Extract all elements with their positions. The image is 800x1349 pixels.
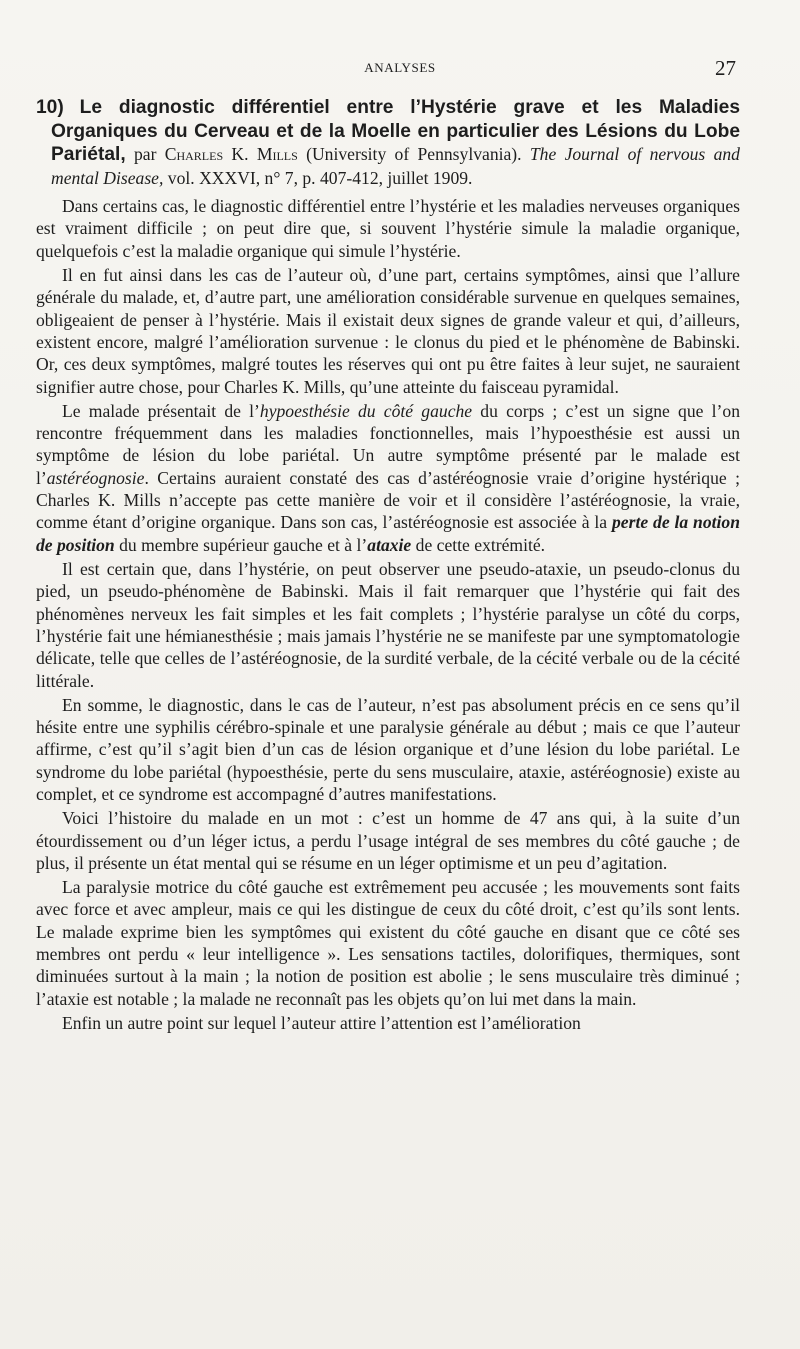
paragraph-3: [36, 400, 740, 556]
article-title: Le diagnostic différentiel entre l’Hystérie grave et les Maladies Organiques du Cerveau et de la Moelle en particulier des Lésions du Lobe Pariétal,: [51, 97, 740, 165]
journal-name: The Journal of nervous and mental Disease,: [51, 144, 740, 188]
paragraph-8: Enfin un autre point sur lequel l’auteur attire l’attention est l’amélioration: [62, 1012, 581, 1033]
paragraph-7: La paralysie motrice du côté gauche est extrêmement peu accusée ; les mouvements sont faits avec force et avec ampleur, mais ce qui les distingue de ceux du côté droit, c’est qu’ils sont lents. Le malade exprime bien les symptômes qui existent du côté gauche en disant que ce côté ses membres ont perdu « leur intelligence ». Les sensations tactiles, dolorifiques, thermiques, sont diminuées surtout à la main ; la notion de position est abolie ; le sens musculaire très diminué ; l’ataxie est notable ; la malade ne reconnaît pas les objets qu’on lui met dans la main.: [36, 877, 740, 1009]
article-number: 10): [36, 97, 64, 118]
author-affiliation: (University of Pennsylvania).: [306, 144, 522, 164]
page-header: [0, 58, 800, 82]
paragraph-3-italic-hypoesthesie: hypoesthésie du côté gauche: [259, 400, 473, 421]
paragraph-2: Il en fut ainsi dans les cas de l’auteur où, d’une part, certains symptômes, ainsi que l’allure générale du malade, et, d’autre part, une amélioration considérable survenue en quelques semaines, obligeaient de penser à l’hystérie. Mais il existait deux signes de grande valeur et qui, d’ailleurs, existent encore, malgré l’amélioration survenue : le clonus du pied et le phénomène de Babinski. Or, ces deux symptômes, malgré toutes les réserves qui ont pu être faites à leur sujet, ne sauraient signifier autre chose, pour Charles K. Mills, qu’une atteinte du faisceau pyramidal.: [36, 264, 740, 397]
paragraph-6: Voici l’histoire du malade en un mot : c’est un homme de 47 ans qui, à la suite d’un étourdissement ou d’un léger ictus, a perdu l’usage intégral de ses membres du côté gauche ; de plus, il présente un état mental qui se résume en un léger optimisme et un peu d’agitation.: [36, 808, 740, 873]
article-body: [36, 96, 740, 1036]
paragraph-3-text-c: . Certains auraient constaté des cas d’astéréognosie vraie d’origine hystérique ; Charles K. Mills n’accepte pas cette manière de voir et il considère l’astéréognosie, la vraie, comme étant d’origine organique. Dans son cas, l’astéréognosie est associée à la: [36, 467, 740, 533]
author-name: Charles K. Mills: [164, 144, 298, 164]
paragraph-3-italic-perte-notion: perte de la notion de position: [36, 512, 740, 555]
citation: vol. XXXVI, n° 7, p. 407-412, juillet 1909.: [167, 167, 473, 188]
paragraph-3-italic-ataxie: ataxie: [367, 534, 412, 555]
paragraph-3-italic-astereognosie: astéréognosie: [46, 467, 145, 488]
page-number: 27: [715, 56, 736, 80]
paragraph-4: Il est certain que, dans l’hystérie, on peut observer une pseudo-ataxie, un pseudo-clonus du pied, un pseudo-phénomène de Babinski. Mais il fait remarquer que l’hystérie qui fait des phénomènes nerveux les fait simples et les fait complets ; l’hystérie paralyse un côté du corps, l’hystérie fait une hémianesthésie ; mais jamais l’hystérie ne se manifeste par une symptomatologie délicate, telle que celles de l’astéréognosie, de la surdité verbale, de la cécité verbale ou de la cécité littérale.: [36, 558, 740, 691]
paragraph-3-text-e: de cette extrémité.: [411, 534, 546, 555]
article-title-block: [36, 96, 740, 189]
paragraph-5: En somme, le diagnostic, dans le cas de l’auteur, n’est pas absolument précis en ce sens qu’il hésite entre une syphilis cérébro-spinale et une paralysie générale au début ; mais ce que l’auteur affirme, c’est qu’il s’agit bien d’un cas de lésion organique et d’une lésion du lobe pariétal. Le syndrome du lobe pariétal (hypoesthésie, perte du sens musculaire, ataxie, astéréognosie) existe au complet, et ce syndrome est accompagné d’autres manifestations.: [36, 694, 740, 805]
paragraph-3-text-a: Le malade présentait de l’: [62, 400, 260, 421]
paragraph-3-text-b: du corps ; c’est un signe que l’on rencontre fréquemment dans les maladies fonctionnelles, mais l’hypoesthésie est aussi un symptôme de lésion du lobe pariétal. Un autre symptôme présenté par le malade est l’: [36, 400, 740, 488]
author-prefix: par: [133, 144, 157, 164]
running-head: ANALYSES: [364, 60, 436, 75]
paragraph-3-text-d: du membre supérieur gauche et à l’: [114, 534, 368, 555]
paragraph-1: Dans certains cas, le diagnostic différentiel entre l’hystérie et les maladies nerveuses organiques est vraiment difficile ; on peut dire que, si souvent l’hystérie simule la maladie organique, quelquefois c’est la maladie organique qui simule l’hystérie.: [36, 196, 740, 261]
